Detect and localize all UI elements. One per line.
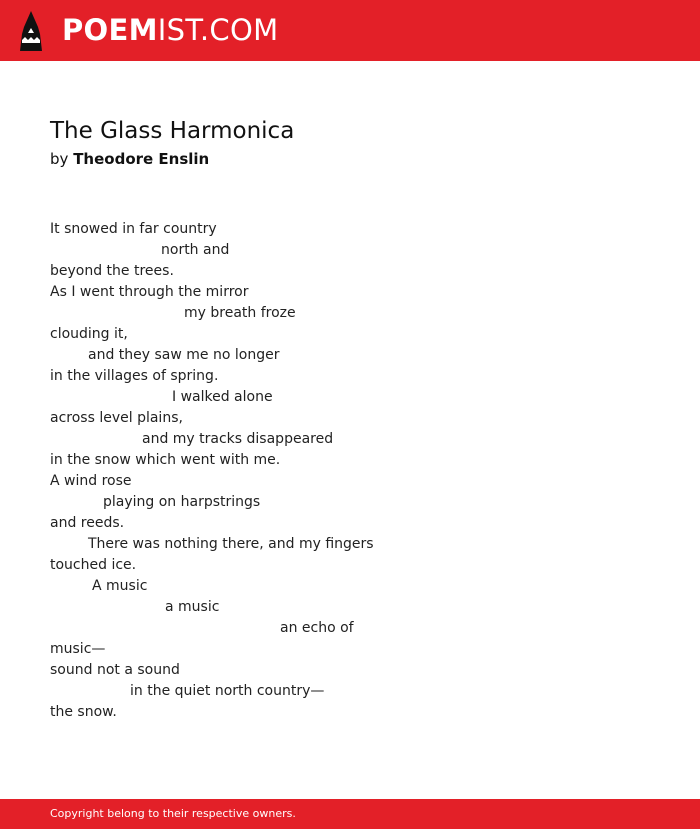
poem-line: and reeds. <box>50 515 125 531</box>
poem-line: in the quiet north country— <box>130 683 325 699</box>
poem-line: A music <box>92 578 148 594</box>
poem-line: sound not a sound <box>50 662 180 678</box>
poem-line: It snowed in far country <box>50 221 217 237</box>
poem-line: a music <box>165 599 220 615</box>
logo-light-text: IST.COM <box>157 13 279 47</box>
logo-bold-text: POEM <box>62 13 158 47</box>
poem-line: and they saw me no longer <box>88 347 280 363</box>
poem-line: As I went through the mirror <box>50 284 249 300</box>
poem-line: music— <box>50 641 106 657</box>
poem-line: clouding it, <box>50 326 128 342</box>
poem-line: beyond the trees. <box>50 263 174 279</box>
copyright-notice: Copyright belong to their respective owners. <box>50 807 296 820</box>
poem-body <box>50 219 650 723</box>
poem-line: in the snow which went with me. <box>50 452 281 468</box>
poem-line: playing on harpstrings <box>103 494 261 510</box>
poem-line: I walked alone <box>172 389 273 405</box>
site-logo[interactable] <box>62 12 278 48</box>
poem-line: the snow. <box>50 704 117 720</box>
poem-line: in the villages of spring. <box>50 368 219 384</box>
pencil-icon[interactable] <box>18 10 44 52</box>
poem-line: across level plains, <box>50 410 183 426</box>
poem-line: and my tracks disappeared <box>142 431 334 447</box>
poem-byline <box>50 148 209 170</box>
site-header <box>0 0 700 61</box>
by-prefix: by <box>50 150 69 168</box>
poem-line: There was nothing there, and my fingers <box>88 536 374 552</box>
author-name: Theodore Enslin <box>73 150 210 168</box>
site-footer <box>0 799 700 829</box>
poem-line: A wind rose <box>50 473 132 489</box>
poem-line: north and <box>161 242 230 258</box>
poem-line: my breath froze <box>184 305 296 321</box>
poem-title: The Glass Harmonica <box>50 118 295 144</box>
poem-line: an echo of <box>280 620 354 636</box>
poem-line: touched ice. <box>50 557 137 573</box>
